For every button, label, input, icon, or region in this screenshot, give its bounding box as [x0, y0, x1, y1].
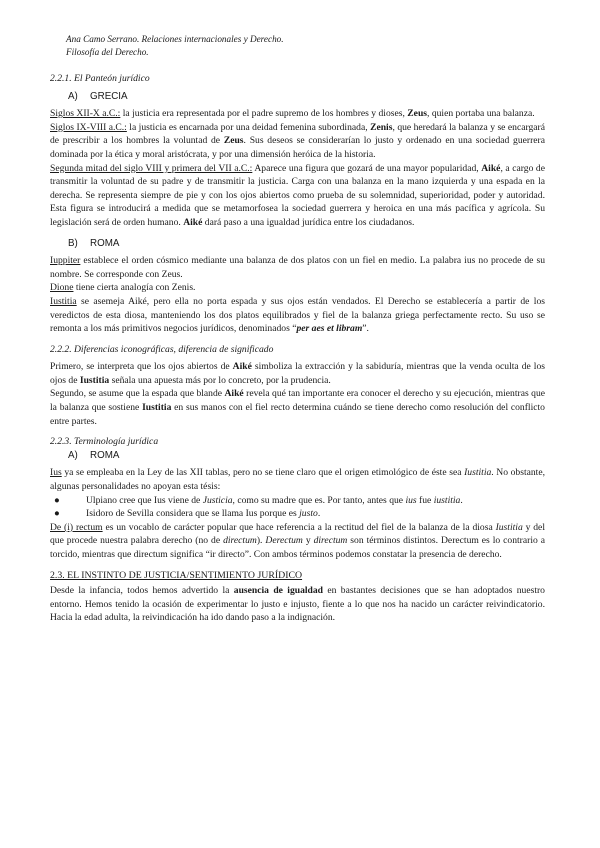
deity-name: Aiké — [232, 361, 252, 373]
greece-paragraph-1: Siglos XII-X a.C.: la justicia era representada por el padre supremo de los hombres y dioses, Zeus, quien portaba una balanza. — [50, 108, 535, 120]
justice-instinct-paragraph: Desde la infancia, todos hemos advertido la ausencia de igualdad en bastantes decisiones que se han adoptados nuestro entorno. Hemos tenido la ocasión de experimentar lo justo e injusto, fiente a lo que nos ha nacido un carácter reivindicatorio. Hacia la edad adulta, la reivindicación ha ido dando paso a la indignación. — [50, 585, 545, 624]
bullet-icon: ● — [54, 508, 60, 520]
rome-paragraph-1: Iuppiter establece el orden cósmico mediante una balanza de dos platos con un fiel en medio. La palabra ius no procede de su nombre. Se corresponde con Zeus. — [50, 255, 545, 280]
subsection-name: ROMA — [90, 449, 120, 461]
document-body — [50, 72, 545, 625]
deity-name: Aiké — [481, 162, 501, 174]
period-label: Segunda mitad del siglo VIII y primera del VII a.C.: — [50, 162, 253, 174]
section-2-2-3-title: 2.2.3. Terminología jurídica — [50, 436, 159, 448]
deity-name: Zenis — [370, 121, 393, 133]
subsection-greece-heading — [50, 90, 545, 104]
deity-label: Dione — [50, 282, 74, 294]
section-2-2-1-title: 2.2.1. El Panteón jurídico — [50, 73, 150, 84]
subsection-name: GRECIA — [90, 90, 128, 102]
subsection-label: B) — [68, 237, 78, 249]
page-header — [66, 33, 284, 58]
greece-paragraph-3: Segunda mitad del siglo VIII y primera del VII a.C.: Aparece una figura que gozará de una mayor popularidad, Aiké, a cargo de transmitir la voluntad de su padre y de transmitir la justicia. Carga con una balanza en la mano izquierda y una espada en la derecha. Se representa siempre de pie y con los ojos abiertos como prueba de su solemnidad, superioridad, poder y autoridad. Esta figura se introducirá a medida que se metamorfosea la sociedad guerrera y heroica en una más pacífica y agrícola. Su legislación será de orden humano. Aiké dará paso a una igualdad jurídica entre los ciudadanos. — [50, 162, 545, 228]
deity-name: Zeus — [223, 135, 244, 147]
rome-paragraph-2: Dione tiene cierta analogía con Zenis. — [50, 282, 196, 294]
latin-term: per aes et libram — [296, 323, 363, 335]
subsection-name: ROMA — [90, 237, 120, 249]
period-label: Siglos XII-X a.C.: — [50, 108, 121, 120]
terminology-paragraph-2: De (i) rectum es un vocablo de carácter popular que hace referencia a la rectitud del fiel de la balanza de la diosa Iustitia y del que procede nuestra palabra derecho (no de directum). Derectum y directum son términos distintos. Derectum es lo contrario a torcido, mientras que directum significa “ir directo”. Con ambos términos podemos constatar la presencia de derecho. — [50, 521, 546, 560]
subsection-rome-terminology-heading — [50, 449, 545, 463]
terminology-paragraph-1: Ius ya se empleaba en la Ley de las XII tablas, pero no se tiene claro que el origen etimológico de éste sea Iustitia. No obstante, algunas personalidades no apoyan esta tésis: — [50, 467, 545, 493]
header-author-line: Ana Camo Serrano. Relaciones internacionales y Derecho. — [66, 34, 284, 44]
term-label: De (i) rectum — [50, 521, 103, 533]
deity-name: Zeus — [407, 108, 428, 120]
list-item: ● Isidoro de Sevilla considera que se llama Ius porque es justo. — [54, 508, 321, 520]
deity-label: Iuppiter — [50, 255, 81, 267]
header-course-line: Filosofía del Derecho. — [66, 46, 149, 57]
emphasis-term: ausencia de igualdad — [233, 585, 324, 597]
greece-paragraph-2: Siglos IX-VIII a.C.: la justicia es encarnada por una deidad femenina subordinada, Zenis, que heredará la balanza y se encargará de prescribir a los hombres la voluntad de Zeus. Sus deseos se considerarían lo justo y ordenado en una sociedad guerrera dominada por la ética y moral aristócrata, y por una dimensión heróica de la historia. — [50, 121, 545, 160]
rome-paragraph-3: Iustitia se asemeja Aiké, pero ella no porta espada y sus ojos están vendados. El Derecho se establecería a partir de los veredictos de esta diosa, manteniendo los dos platos equilibrados y fiel de la balanza griega perfectamente recto. Su uso se remonta a los más primitivos negocios jurídicos, denominados “per aes et libram”. — [50, 295, 545, 335]
term-label: Ius — [50, 467, 62, 479]
iconography-paragraph-1: Primero, se interpreta que los ojos abiertos de Aiké simboliza la extracción y la sabiduría, mientras que la venda oculta de los ojos de Iustitia señala una apuesta más por lo concreto, por la prudencia. — [50, 361, 545, 386]
deity-name: Iustitia — [79, 374, 110, 386]
iconography-paragraph-2: Segundo, se asume que la espada que blande Aiké revela qué tan importante era conocer el derecho y su ejecución, mientras que la balanza que sostiene Iustitia en sus manos con el fiel recto determina cuándo se tiene derecho como resolución del conflicto entre partes. — [50, 388, 546, 427]
list-item: ● Ulpiano cree que Ius viene de Justicia, como su madre que es. Por tanto, antes que ius fue iustitia. — [54, 494, 463, 506]
subsection-rome-heading — [50, 237, 545, 251]
deity-name: Iustitia — [142, 402, 172, 414]
deity-label: Iustitia — [50, 295, 77, 307]
subsection-label: A) — [68, 90, 78, 102]
section-2-3-title: 2.3. EL INSTINTO DE JUSTICIA/SENTIMIENTO JURÍDICO — [50, 569, 303, 581]
deity-name: Aiké — [183, 216, 203, 228]
deity-name: Aiké — [224, 388, 244, 400]
latin-term: Iustitia — [464, 467, 492, 479]
period-label: Siglos IX-VIII a.C.: — [50, 121, 127, 133]
section-2-2-2-title: 2.2.2. Diferencias iconográficas, diferencia de significado — [50, 343, 274, 355]
bullet-icon: ● — [54, 494, 60, 506]
subsection-label: A) — [68, 449, 78, 461]
